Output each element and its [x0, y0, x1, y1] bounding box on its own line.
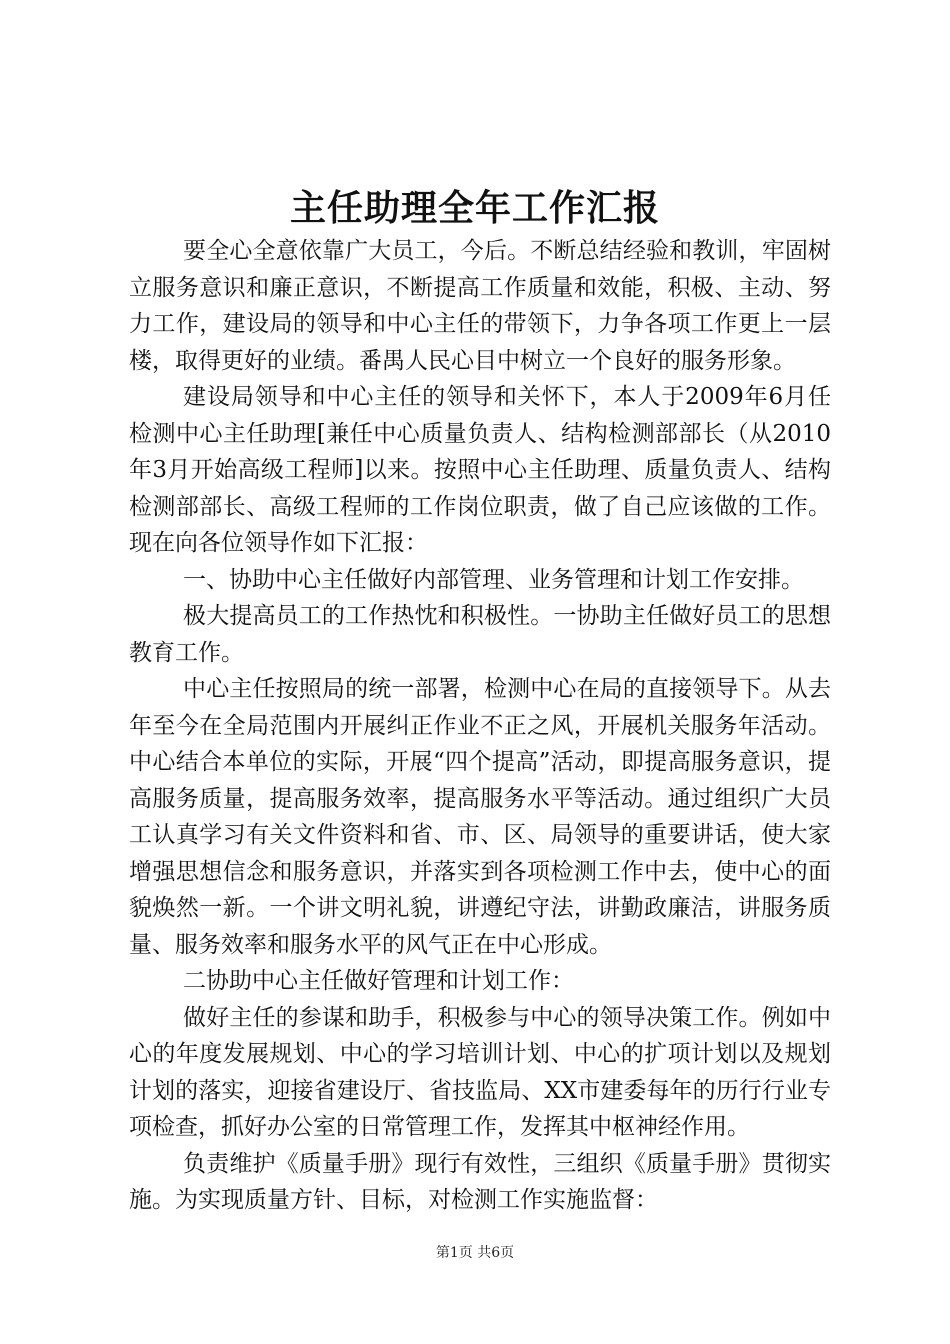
- paragraph: 建设局领导和中心主任的领导和关怀下，本人于2009年6月任检测中心主任助理[兼任中心质量负责人、结构检测部部长（从2010年3月开始高级工程师]以来。按照中心主任助理、质量负责人、结构检测部部长、高级工程师的工作岗位职责，做了自己应该做的工作。现在向各位领导作如下汇报：: [129, 384, 831, 556]
- paragraph: 做好主任的参谋和助手，积极参与中心的领导决策工作。例如中心的年度发展规划、中心的学习培训计划、中心的扩项计划以及规划计划的落实，迎接省建设厅、省技监局、XX市建委每年的历行行业专项检查，抓好办公室的日常管理工作，发挥其中枢神经作用。: [129, 1004, 831, 1140]
- paragraph: 负责维护《质量手册》现行有效性，三组织《质量手册》贯彻实施。为实现质量方针、目标，对检测工作实施监督：: [129, 1150, 831, 1213]
- document-title: 主任助理全年工作汇报: [289, 187, 660, 229]
- section-heading: 二协助中心主任做好管理和计划工作：: [183, 968, 575, 994]
- paragraph: 要全心全意依靠广大员工，今后。不断总结经验和教训，牢固树立服务意识和廉正意识，不断提高工作质量和效能，积极、主动、努力工作，建设局的领导和中心主任的带领下，力争各项工作更上一层楼，取得更好的业绩。番禺人民心目中树立一个良好的服务形象。: [129, 238, 831, 374]
- paragraph: 中心主任按照局的统一部署，检测中心在局的直接领导下。从去年至今在全局范围内开展纠正作业不正之风，开展机关服务年活动。中心结合本单位的实际，开展“四个提高”活动，即提高服务意识，提高服务质量，提高服务效率，提高服务水平等活动。通过组织广大员工认真学习有关文件资料和省、市、区、局领导的重要讲话，使大家增强思想信念和服务意识，并落实到各项检测工作中去，使中心的面貌焕然一新。一个讲文明礼貌，讲遵纪守法，讲勤政廉洁，讲服务质量、服务效率和服务水平的风气正在中心形成。: [129, 676, 831, 958]
- page-number-footer: 第1页 共6页: [435, 1245, 515, 1261]
- paragraph: 极大提高员工的工作热忱和积极性。一协助主任做好员工的思想教育工作。: [129, 603, 831, 666]
- section-heading: 一、协助中心主任做好内部管理、业务管理和计划工作安排。: [183, 566, 805, 593]
- document-body: [129, 233, 831, 1219]
